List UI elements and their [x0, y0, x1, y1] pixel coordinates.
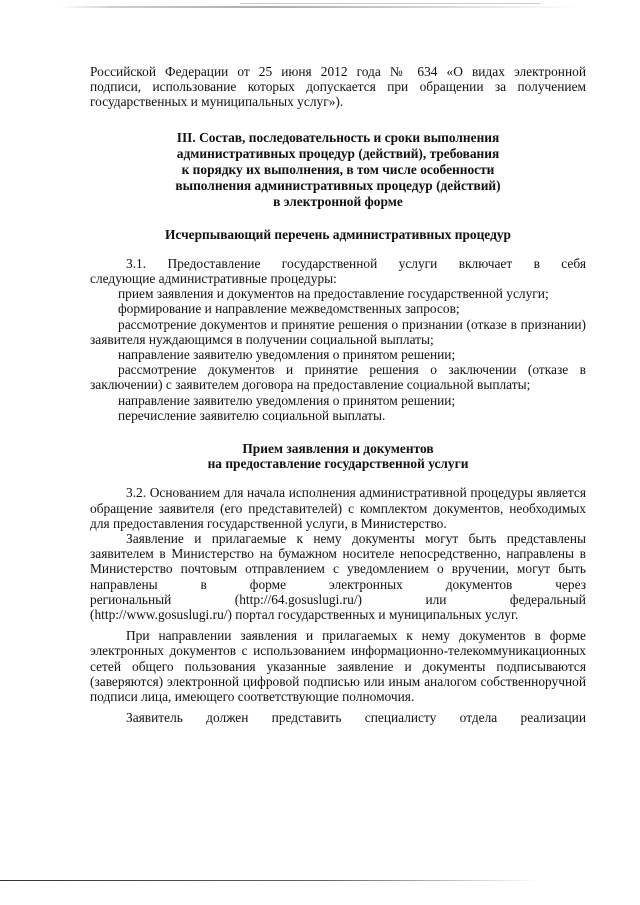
- list-item: перечисление заявителю социальной выплаты.: [118, 407, 386, 423]
- subheading-procedures-list: Исчерпывающий перечень административных процедур: [164, 226, 511, 242]
- intro-line: государственных и муниципальных услуг»).: [90, 94, 344, 110]
- subheading-application-reception: [90, 441, 586, 471]
- portal-federal-line: (http://www.gosuslugi.ru/) портал государственных и муниципальных услуг.: [90, 607, 519, 623]
- paragraph-application-submission: Заявление и прилагаемые к нему документы могут быть представлены заявителем в Министерство на бумажном носителе непосредственно, направлены в Министерство почтовым отправлением с уведомлением о вручении, могут быть направлены в форме электронных документов через: [90, 531, 586, 592]
- section-heading-line: выполнения административных процедур (действий): [175, 177, 501, 193]
- list-item: рассмотрение документов и принятие решения о признании (отказе в признании) заявителя нуждающимся в получении социальной выплаты;: [90, 316, 586, 347]
- procedures-list: [90, 286, 586, 423]
- portal-or-word: или: [425, 591, 447, 607]
- section-heading-line: к порядку их выполнения, в том числе особенности: [181, 161, 495, 177]
- scan-artifact-top: [60, 6, 580, 8]
- paragraph-3-1-line: 3.1. Предоставление государственной услуги включает в себя: [126, 255, 586, 271]
- portal-regional-label: региональный: [90, 591, 172, 607]
- intro-line: Российской Федерации от 25 июня 2012 года № 634 «О видах электронной: [90, 64, 586, 79]
- subheading-line: Прием заявления и документов: [242, 441, 434, 457]
- scan-artifact-top-secondary: [240, 3, 540, 4]
- section-heading-line: административных процедур (действий), требования: [176, 145, 500, 161]
- paragraph-3-2: 3.2. Основанием для начала исполнения административной процедуры является обращение заявителя (его представителей) с комплектом документов, необходимых для предоставления государственной услуги, в Министерство.: [90, 485, 586, 531]
- list-item: рассмотрение документов и принятие решения о заключении (отказе в заключении) с заявителем договора на предоставление социальной выплаты;: [90, 362, 586, 393]
- portal-line: [90, 592, 586, 607]
- intro-paragraph: [90, 64, 586, 110]
- list-item: прием заявления и документов на предоставление государственной услуги;: [118, 286, 549, 302]
- intro-line: подписи, использование которых допускается при обращении за получением: [90, 79, 586, 95]
- paragraph-electronic-submission: При направлении заявления и прилагаемых к нему документов в форме электронных документов с использованием информационно-телекоммуникационных сетей общего пользования указанные заявление и документы подписываются (заверяются) электронной цифровой подписью или иным аналогом собственноручной подписи лица, имеющего соответствующие полномочия.: [90, 628, 586, 705]
- section-heading-line: в электронной форме: [273, 193, 403, 209]
- list-item: формирование и направление межведомственных запросов;: [118, 301, 460, 317]
- scan-artifact-bottom: [0, 880, 540, 881]
- subheading-line: на предоставление государственной услуги: [207, 456, 469, 472]
- document-page: [90, 64, 586, 726]
- portal-federal-label: федеральный: [509, 591, 586, 607]
- section-heading: [90, 130, 586, 210]
- list-item: направление заявителю уведомления о принятом решении;: [118, 392, 456, 408]
- paragraph-applicant-must-present: Заявитель должен представить специалисту отдела реализации: [126, 710, 586, 726]
- list-item: направление заявителю уведомления о принятом решении;: [118, 347, 456, 363]
- portal-regional-url: (http://64.gosuslugi.ru/): [234, 591, 362, 607]
- paragraph-3-1-line: следующие административные процедуры:: [90, 271, 337, 287]
- section-heading-line: III. Состав, последовательность и сроки выполнения: [176, 129, 500, 145]
